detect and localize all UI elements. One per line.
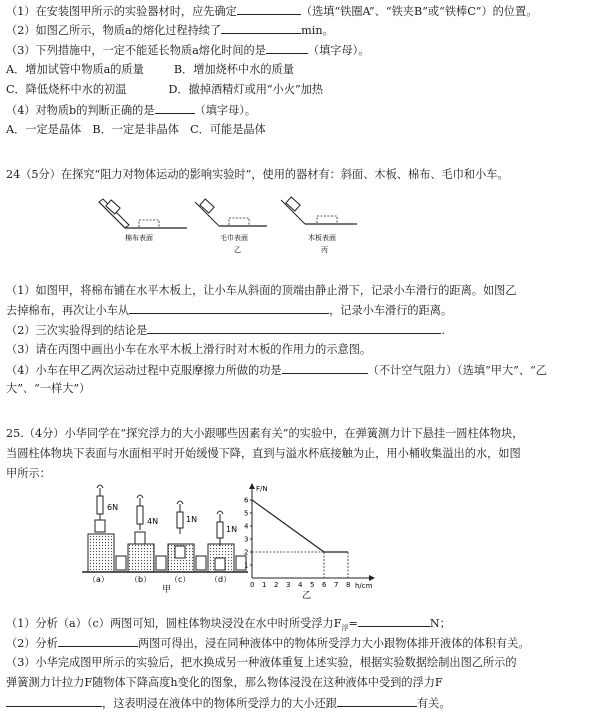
x-tick-label: 2 — [274, 581, 279, 589]
answer-blank[interactable] — [282, 362, 368, 374]
q25-part3-b: 弹簧测力计拉力F随物体下降高度h变化的图象，那么物体浸没在这种液体中受到的浮力F — [6, 676, 443, 689]
figure-label-bing: 丙 — [321, 246, 328, 254]
surface-label-1: 棉布表面 — [125, 234, 153, 242]
force-label-a: 6N — [107, 503, 119, 512]
y-axis-label: F/N — [256, 485, 268, 493]
q25-part3-c: ，这表明浸在液体中的物体所受浮力的大小还跟 有关。 — [6, 695, 591, 712]
force-label-b: 4N — [147, 517, 159, 526]
answer-blank[interactable] — [58, 635, 138, 647]
caption-b: （b） — [130, 575, 152, 584]
q24-part3: （3）请在丙图中画出小车在水平木板上滑行时对木板的作用力的示意图。 — [6, 343, 372, 356]
q24-part2: （2）三次实验得到的结论是 . — [6, 324, 445, 337]
caption-c: （c） — [170, 575, 191, 584]
q23-line-3: （3）下列措施中，一定不能延长物质a熔化时间的是 （填字母）。 — [6, 44, 370, 57]
caption-d: （d） — [210, 575, 232, 584]
beaker-setup-c — [168, 501, 206, 572]
surface-label-3: 木板表面 — [308, 234, 336, 242]
answer-blank[interactable] — [266, 42, 308, 54]
force-label-c: 1N — [186, 515, 198, 524]
q23-options-ab: A．增加试管中物质a的质量 B．增加烧杯中水的质量 — [6, 63, 294, 76]
x-axis-label: h/cm — [355, 582, 373, 590]
q25-stem-3: 甲所示： — [6, 467, 51, 480]
beaker-setup-a — [88, 485, 126, 572]
beaker-setup-b — [128, 495, 166, 572]
answer-blank[interactable] — [337, 695, 417, 707]
q24-part1-a: （1）如图甲，将棉布铺在水平木板上，让小车从斜面的顶端由静止滑下，记录小车滑行的距离。如图乙 — [6, 284, 517, 297]
answer-blank[interactable] — [358, 615, 430, 627]
x-tick-label: 3 — [286, 581, 291, 589]
y-tick-label: 3 — [244, 535, 249, 544]
q23-line-2: （2）如图乙所示，物质a的熔化过程持续了 min。 — [6, 24, 334, 37]
q24-part4-a: （4）小车在甲乙两次运动过程中克服摩擦力所做的功是 （不计空气阻力）（选填“甲大”、“乙 — [6, 364, 547, 377]
figure-label-yi-graph: 乙 — [302, 591, 312, 600]
x-tick-label: 1 — [262, 581, 267, 589]
y-tick-label: 6 — [244, 496, 249, 505]
q25-part2: （2）分析 两图可得出，浸在同种液体中的物体所受浮力大小跟物体排开液体的体积有关。 — [6, 637, 530, 650]
q23-line-4: （4）对物质b的判断正确的是 （填字母）。 — [6, 104, 257, 117]
q24-part1-b: 去掉棉布，再次让小车从 ，记录小车滑行的距离。 — [6, 304, 453, 317]
q25-part3-a: （3）小华完成图甲所示的实验后，把水换成另一种液体重复上述实验，根据实验数据绘制出图乙所示的 — [6, 656, 517, 669]
incline-setup-1 — [99, 199, 187, 228]
y-tick-label: 5 — [244, 509, 249, 518]
q23-line-1: （1）在安装图甲所示的实验器材时，应先确定 （选填“铁圈A”、“铁夹B”或“铁棒C”）的位置。 — [6, 5, 538, 18]
force-height-chart — [238, 482, 378, 600]
q24-stem: 24（5分）在探究“阻力对物体运动的影响实验时”，使用的器材有：斜面、木板、棉布、毛巾和小车。 — [6, 168, 509, 181]
q25-stem-1: 25.（4分）小华同学在“探究浮力的大小跟哪些因素有关”的实验中，在弹簧测力计下悬挂一圆柱体物块， — [6, 427, 524, 440]
q25-part1: （1）分析（a）（c）两图可知，圆柱体物块浸没在水中时所受浮力$F_浮= N$； — [6, 617, 451, 633]
q23-options-4: A．一定是晶体 B．一定是非晶体 C．可能是晶体 — [6, 123, 266, 136]
x-tick-label: 8 — [346, 581, 351, 589]
x-tick-label: 6 — [322, 581, 327, 589]
force-line — [252, 500, 348, 552]
answer-blank[interactable] — [6, 695, 102, 707]
incline-setup-2 — [195, 199, 267, 226]
answer-blank[interactable] — [155, 102, 195, 114]
buoyancy-apparatus-figure — [80, 484, 250, 594]
x-tick-label: 4 — [298, 581, 303, 589]
y-tick-label: 2 — [244, 548, 249, 557]
q24-part4-b: 大”、“一样大”） — [6, 382, 91, 395]
x-tick-label: 0 — [250, 581, 255, 589]
answer-blank[interactable] — [147, 322, 441, 334]
q23-options-cd: C．降低烧杯中水的初温 D．撤掉酒精灯或用“小火”加热 — [6, 83, 324, 96]
y-tick-label: 1 — [244, 561, 249, 570]
q25-stem-2: 当圆柱体物块下表面与水面相平时开始缓慢下降，直到与溢水杯底接触为止，用小桶收集溢出的水，如图 — [6, 447, 521, 460]
x-tick-label: 7 — [334, 581, 339, 589]
answer-blank[interactable] — [221, 22, 301, 34]
x-tick-label: 5 — [310, 581, 315, 589]
answer-blank[interactable] — [129, 302, 329, 314]
force-label-d: 1N — [226, 525, 238, 534]
caption-a: （a） — [88, 575, 109, 584]
incline-cart-figure — [95, 190, 375, 268]
answer-blank[interactable] — [237, 3, 301, 15]
y-tick-label: 4 — [244, 522, 249, 531]
figure-label-yi: 乙 — [234, 246, 241, 254]
surface-label-2: 毛巾表面 — [220, 234, 248, 242]
incline-setup-3 — [281, 197, 357, 224]
figure-label-jia: 甲 — [162, 585, 172, 594]
